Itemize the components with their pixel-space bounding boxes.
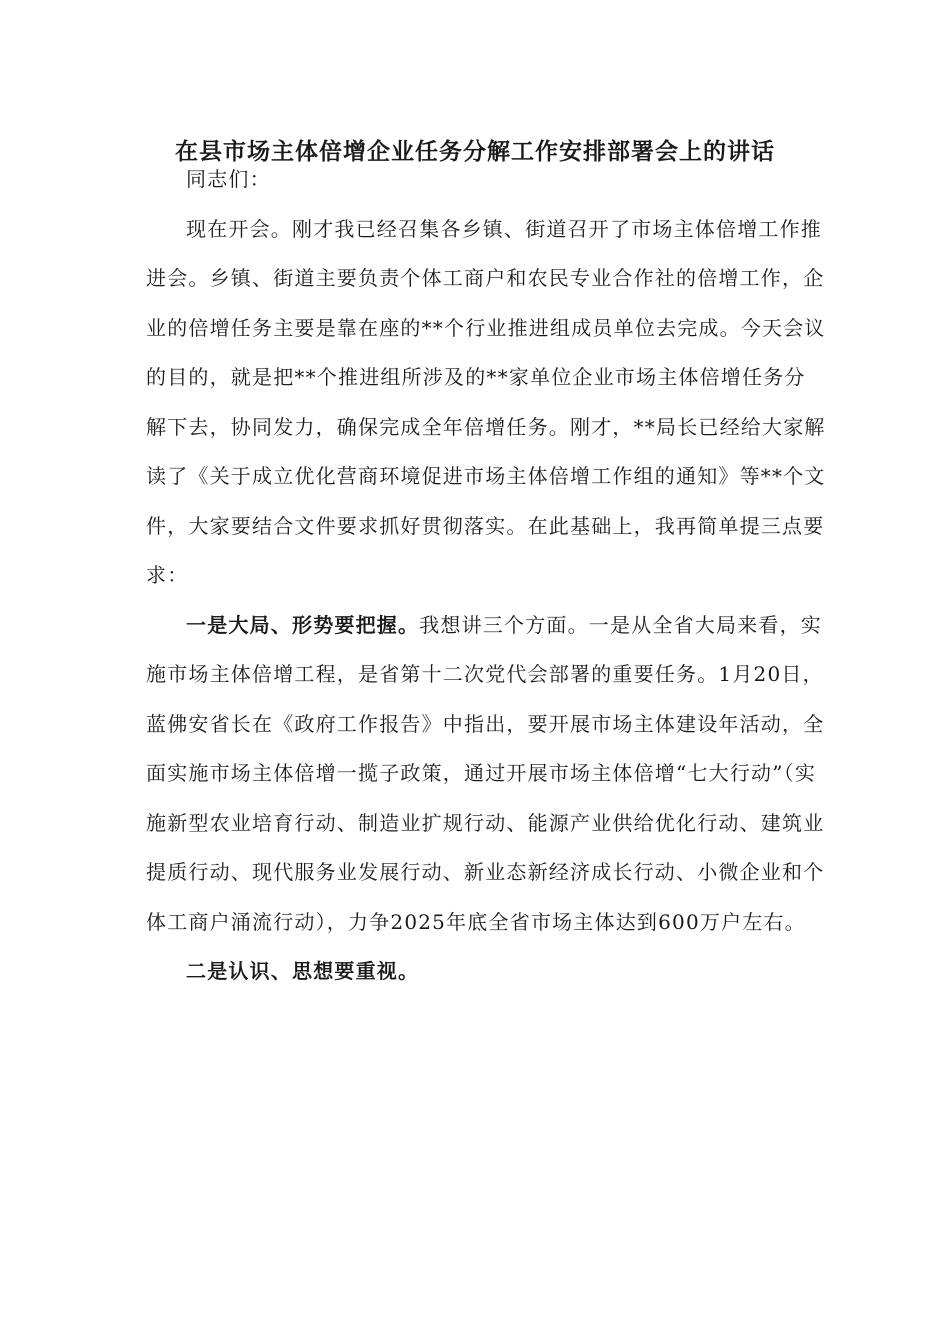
- document-title: 在县市场主体倍增企业任务分解工作安排部署会上的讲话: [175, 138, 775, 165]
- greeting: 同志们：: [186, 167, 271, 191]
- paragraph-point-two: [146, 947, 826, 997]
- point-two-heading: 二是认识、思想要重视。: [186, 959, 420, 983]
- point-one-heading: 一是大局、形势要把握。: [186, 612, 420, 637]
- paragraph-point-one: [146, 601, 826, 948]
- document-body: [146, 155, 826, 997]
- paragraph-opening: 现在开会。刚才我已经召集各乡镇、街道召开了市场主体倍增工作推进会。乡镇、街道主要负责个体工商户和农民专业合作社的倍增工作，企业的倍增任务主要是靠在座的**个行业推进组成员单位去完成。今天会议的目的，就是把**个推进组所涉及的**家单位企业市场主体倍增任务分解下去，协同发力，确保完成全年倍增任务。刚才，**局长已经给大家解读了《关于成立优化营商环境促进市场主体倍增工作组的通知》等**个文件，大家要结合文件要求抓好贯彻落实。在此基础上，我再简单提三点要求：: [146, 216, 826, 587]
- point-one-text: 我想讲三个方面。一是从全省大局来看，实施市场主体倍增工程，是省第十二次党代会部署的重要任务。1月20日，蓝佛安省长在《政府工作报告》中指出，要开展市场主体建设年活动，全面实施市场主体倍增一揽子政策，通过开展市场主体倍增“七大行动”（实施新型农业培育行动、制造业扩规行动、能源产业供给优化行动、建筑业提质行动、现代服务业发展行动、新业态新经济成长行动、小微企业和个体工商户涌流行动），力争2025年底全省市场主体达到600万户左右。: [146, 612, 825, 934]
